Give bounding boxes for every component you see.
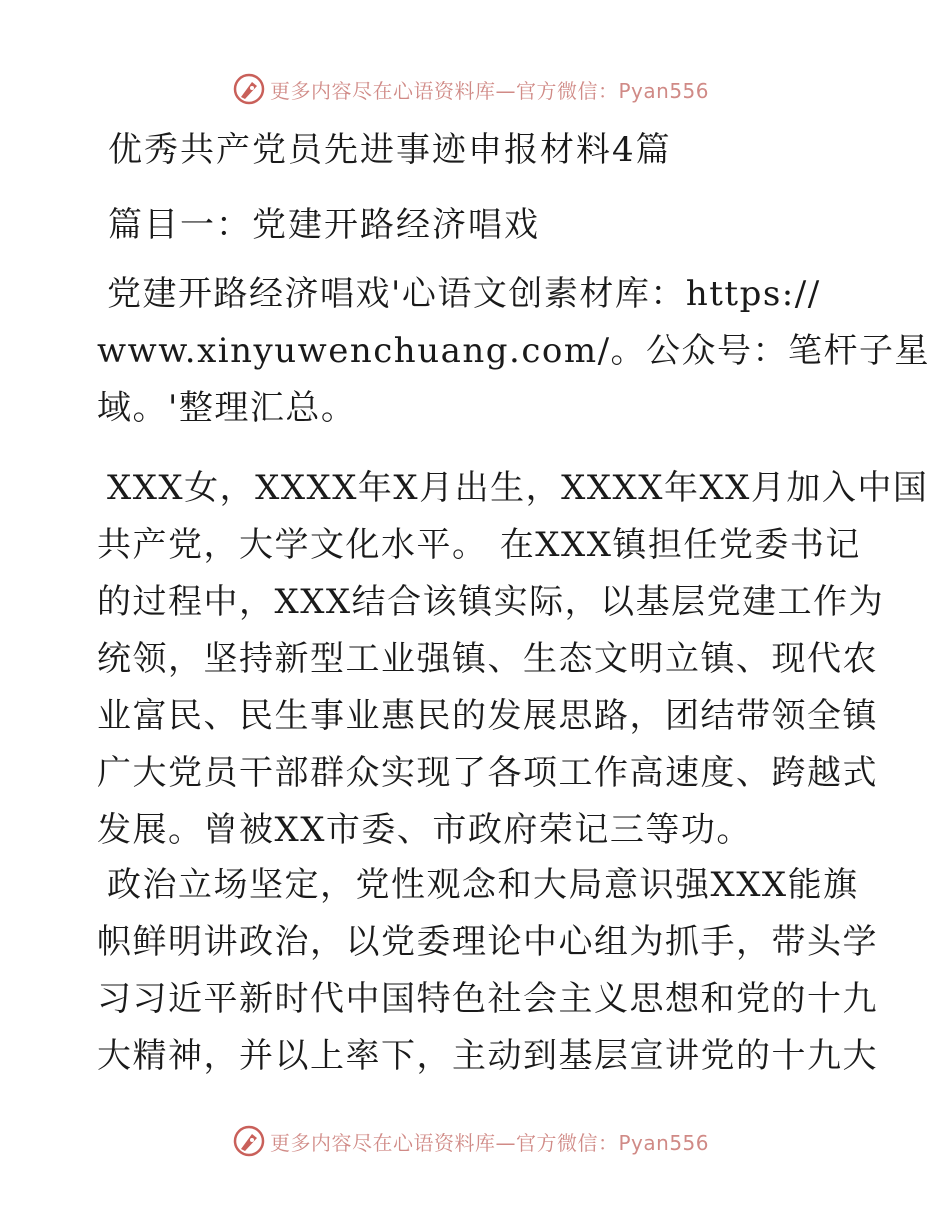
paragraph-line: 统领，坚持新型工业强镇、生态文明立镇、现代农 (97, 639, 878, 679)
paragraph-3 (97, 857, 878, 1085)
paragraph-line: 大精神，并以上率下，主动到基层宣讲党的十九大 (97, 1036, 878, 1076)
watermark-text: 更多内容尽在心语资料库—官方微信：Pyan556 (270, 1130, 710, 1155)
header-watermark (232, 72, 709, 106)
pen-nib-logo-icon (232, 1124, 266, 1158)
paragraph-1 (97, 266, 931, 437)
paragraph-2 (97, 460, 929, 859)
paragraph-line: XXX女，XXXX年X月出生，XXXX年XX月加入中国 (107, 468, 929, 508)
footer-watermark (232, 1124, 709, 1158)
paragraph-line: 发展。曾被XX市委、市政府荣记三等功。 (97, 810, 752, 850)
paragraph-line: 的过程中，XXX结合该镇实际，以基层党建工作为 (97, 582, 885, 622)
section-title: 篇目一：党建开路经济唱戏 (108, 205, 540, 245)
document-title: 优秀共产党员先进事迹申报材料4篇 (108, 130, 672, 170)
paragraph-line: 政治立场坚定，党性观念和大局意识强XXX能旗 (107, 865, 859, 905)
paragraph-line: 党建开路经济唱戏'心语文创素材库：https:// (107, 274, 821, 314)
paragraph-line: 习习近平新时代中国特色社会主义思想和党的十九 (97, 979, 878, 1019)
paragraph-line: 广大党员干部群众实现了各项工作高速度、跨越式 (97, 753, 878, 793)
paragraph-line: www.xinyuwenchuang.com/。公众号：笔杆子星 (97, 331, 931, 371)
paragraph-line: 帜鲜明讲政治，以党委理论中心组为抓手，带头学 (97, 922, 878, 962)
pen-nib-logo-icon (232, 72, 266, 106)
paragraph-line: 业富民、民生事业惠民的发展思路，团结带领全镇 (97, 696, 878, 736)
paragraph-line: 域。'整理汇总。 (97, 388, 357, 428)
watermark-text: 更多内容尽在心语资料库—官方微信：Pyan556 (270, 78, 710, 103)
paragraph-line: 共产党，大学文化水平。 在XXX镇担任党委书记 (97, 525, 861, 565)
